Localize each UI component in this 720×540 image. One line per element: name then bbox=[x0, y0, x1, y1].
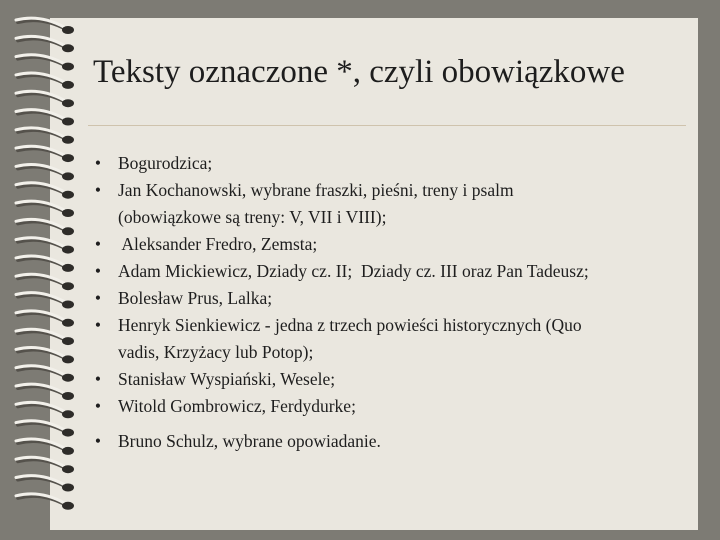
list-item bbox=[88, 231, 688, 258]
list-item-text: Bruno Schulz, wybrane opowiadanie. bbox=[118, 431, 381, 451]
bullet: • bbox=[94, 261, 102, 281]
bullet: • bbox=[94, 431, 102, 451]
list-item-text: Henryk Sienkiewicz - jedna z trzech powieści historycznych (Quo bbox=[118, 315, 582, 335]
spiral-binding-icon bbox=[0, 0, 90, 540]
list-item bbox=[88, 312, 688, 366]
title-divider bbox=[88, 125, 686, 126]
list-item-text: Adam Mickiewicz, Dziady cz. II; Dziady cz. III oraz Pan Tadeusz; bbox=[118, 261, 589, 281]
bullet: • bbox=[94, 180, 102, 200]
bullet: • bbox=[94, 234, 102, 254]
list-item-text: Jan Kochanowski, wybrane fraszki, pieśni, treny i psalm bbox=[118, 180, 514, 200]
list-item-text: Stanisław Wyspiański, Wesele; bbox=[118, 369, 336, 389]
slide-title: Teksty oznaczone *, czyli obowiązkowe bbox=[93, 54, 625, 90]
list-item-text: Bolesław Prus, Lalka; bbox=[118, 288, 273, 308]
bullet: • bbox=[94, 369, 102, 389]
list-item bbox=[88, 285, 688, 312]
bullet: • bbox=[94, 315, 102, 335]
list-item bbox=[88, 150, 688, 177]
list-item bbox=[88, 258, 688, 285]
reading-list bbox=[88, 150, 688, 455]
list-item bbox=[88, 177, 688, 231]
bullet: • bbox=[94, 396, 102, 416]
list-item-text: Witold Gombrowicz, Ferdydurke; bbox=[118, 396, 356, 416]
list-item bbox=[88, 393, 688, 420]
list-item-text-continued: vadis, Krzyżacy lub Potop); bbox=[118, 342, 314, 362]
list-item-text: Bogurodzica; bbox=[118, 153, 213, 173]
bullet: • bbox=[94, 153, 102, 173]
list-item-text: Aleksander Fredro, Zemsta; bbox=[118, 234, 318, 254]
list-item bbox=[88, 428, 688, 455]
list-item bbox=[88, 366, 688, 393]
bullet: • bbox=[94, 288, 102, 308]
list-item-text-continued: (obowiązkowe są treny: V, VII i VIII); bbox=[118, 207, 387, 227]
